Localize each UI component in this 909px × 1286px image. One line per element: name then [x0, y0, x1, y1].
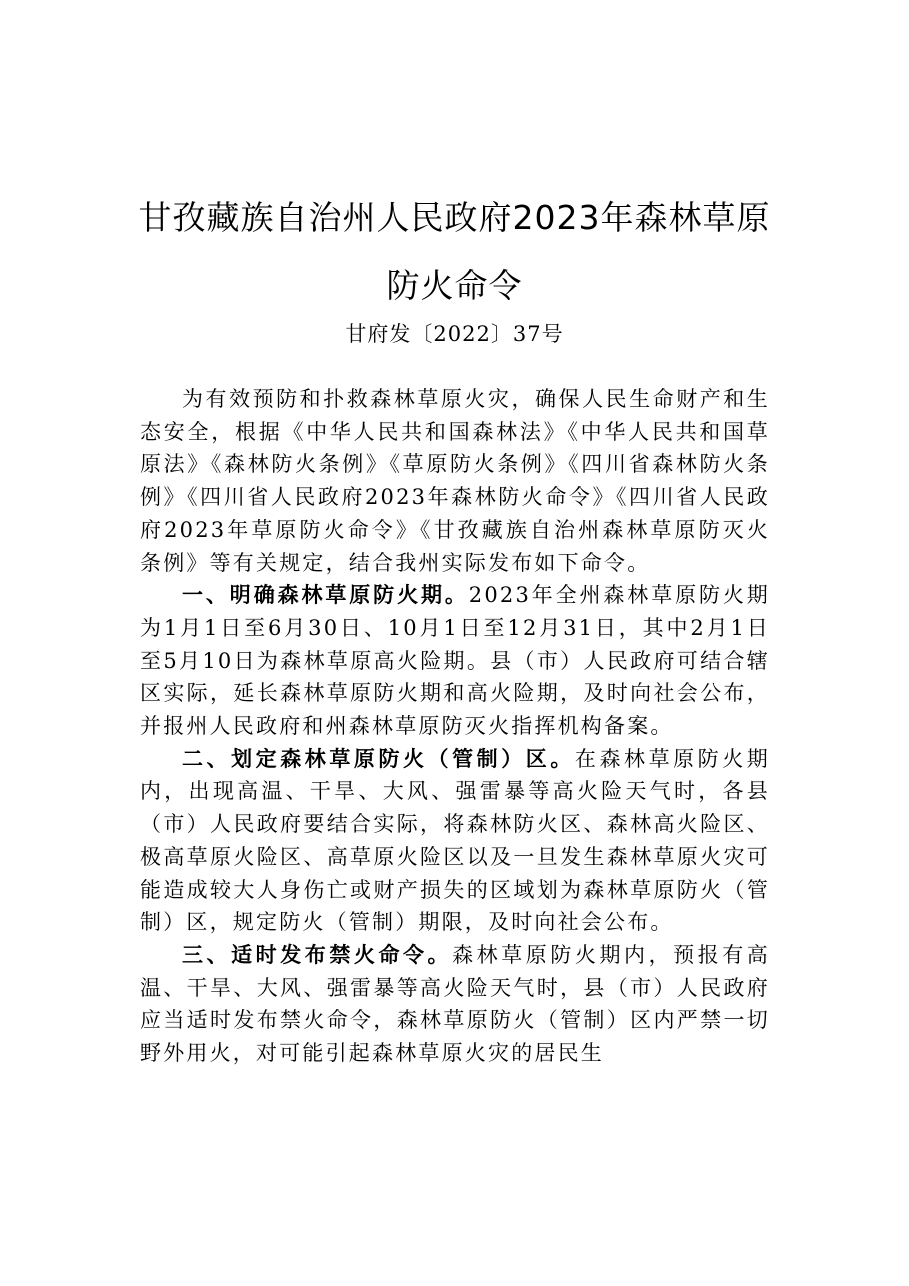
document-title-line-2: 防火命令	[386, 266, 523, 305]
section-heading: 一、明确森林草原防火期。	[182, 583, 469, 608]
paragraph-section-1	[140, 579, 770, 743]
paragraph-section-2	[140, 743, 770, 939]
paragraph-intro	[140, 383, 770, 579]
section-heading: 二、划定森林草原防火（管制）区。	[182, 746, 575, 771]
document-number: 甘府发〔2022〕37号	[345, 322, 564, 346]
document-title-line-1: 甘孜藏族自治州人民政府2023年森林草原	[138, 198, 771, 237]
paragraph-text: 2023年全州森林草原防火期为1月1日至6月30日、10月1日至12月31日，其中2月1日至5月10日为森林草原高火险期。县（市）人民政府可结合辖区实际，延长森林草原防火期和高火险期，及时向社会公布，并报州人民政府和州森林草原防灭火指挥机构备案。	[140, 583, 770, 739]
paragraph-text: 在森林草原防火期内，出现高温、干旱、大风、强雷暴等高火险天气时，各县（市）人民政府要结合实际，将森林防火区、森林高火险区、极高草原火险区、高草原火险区以及一旦发生森林草原火灾可能造成较大人身伤亡或财产损失的区域划为森林草原防火（管制）区，规定防火（管制）期限，及时向社会公布。	[140, 746, 770, 935]
section-heading: 三、适时发布禁火命令。	[182, 942, 453, 967]
paragraph-text: 为有效预防和扑救森林草原火灾，确保人民生命财产和生态安全，根据《中华人民共和国森林法》《中华人民共和国草原法》《森林防火条例》《草原防火条例》《四川省森林防火条例》《四川省人民政府2023年森林防火命令》《四川省人民政府2023年草原防火命令》《甘孜藏族自治州森林草原防灭火条例》等有关规定，结合我州实际发布如下命令。	[140, 387, 770, 575]
paragraph-text: 森林草原防火期内，预报有高温、干旱、大风、强雷暴等高火险天气时，县（市）人民政府应当适时发布禁火命令，森林草原防火（管制）区内严禁一切野外用火，对可能引起森林草原火灾的居民生	[140, 942, 770, 1066]
paragraph-section-3	[140, 939, 770, 1070]
document-body	[140, 383, 770, 1070]
